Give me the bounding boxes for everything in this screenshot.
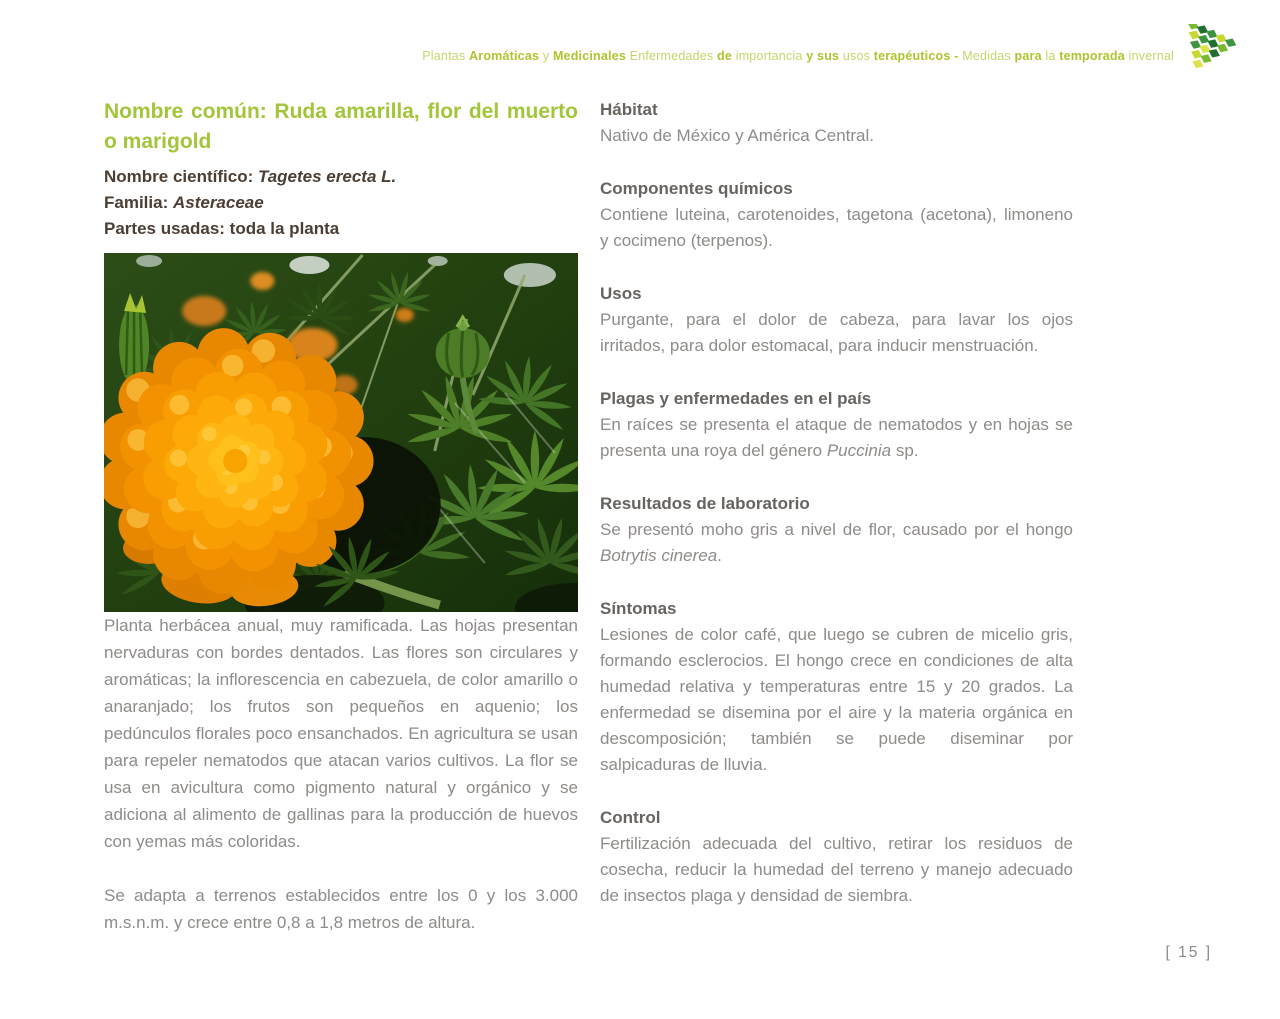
checkered-triangle-logo-icon (1176, 24, 1238, 78)
section-body: Se presentó moho gris a nivel de flor, causado por el hongo Botrytis cinerea. (600, 520, 1073, 565)
right-column (600, 97, 1073, 936)
section-heading: Hábitat (600, 100, 658, 119)
section-habitat (600, 97, 1073, 149)
section-heading: Usos (600, 284, 642, 303)
section-body: Fertilización adecuada del cultivo, retirar los residuos de cosecha, reducir la humedad del terreno y manejo adecuado de insectos plaga y densidad de siembra. (600, 834, 1073, 905)
section-body: Lesiones de color café, que luego se cubren de micelio gris, formando esclerocios. El hongo crece en condiciones de alta humedad relativa y temperaturas entre 15 y 20 grados. La enfermedad se disemina por el aire y la materia orgánica en descomposición; también se puede diseminar por salpicaduras de lluvia. (600, 625, 1073, 774)
scientific-name-line: Nombre científico: Tagetes erecta L. (104, 167, 397, 186)
section-heading: Resultados de laboratorio (600, 494, 810, 513)
section-plagas-y-enfermedades (600, 386, 1073, 464)
section-body: Contiene luteina, carotenoides, tagetona (acetona), limoneno y cocimeno (terpenos). (600, 205, 1073, 250)
left-column (104, 97, 578, 963)
altitude-paragraph: Se adapta a terrenos establecidos entre los 0 y los 3.000 m.s.n.m. y crece entre 0,8 a 1,8 metros de altura. (104, 886, 578, 932)
section-heading: Control (600, 808, 661, 827)
marigold-photo (104, 253, 578, 612)
section-resultados-laboratorio (600, 491, 1073, 569)
section-control (600, 805, 1073, 909)
section-sintomas (600, 596, 1073, 778)
section-heading: Plagas y enfermedades en el país (600, 389, 872, 408)
header-running-title: Plantas Aromáticas y Medicinales Enfermedades de importancia y sus usos terapéuticos - Medidas para la temporada invernal (422, 49, 1174, 63)
section-componentes-quimicos (600, 176, 1073, 254)
section-heading: Síntomas (600, 599, 677, 618)
parts-used-line: Partes usadas: toda la planta (104, 219, 340, 238)
section-usos (600, 281, 1073, 359)
section-body: Nativo de México y América Central. (600, 126, 874, 145)
page-number: [ 15 ] (1165, 944, 1212, 961)
family-line: Familia: Asteraceae (104, 193, 264, 212)
plant-description-paragraph: Planta herbácea anual, muy ramificada. Las hojas presentan nervaduras con bordes dentados. Las flores son circulares y aromáticas; la inflorescencia en cabezuela, de color amarillo o anaranjado; los frutos son pequeños en aquenio; los pedúnculos florales poco ensanchados. En agricultura se usan para repeler nematodos que atacan varios cultivos. La flor se usa en avicultura como pigmento natural y orgánico y se adiciona al alimento de gallinas para la producción de huevos con yemas más coloridas. (104, 616, 578, 851)
section-heading: Componentes químicos (600, 179, 793, 198)
section-body: En raíces se presenta el ataque de nematodos y en hojas se presenta una roya del género Puccinia sp. (600, 415, 1073, 460)
page-title: Nombre común: Ruda amarilla, flor del muerto o marigold (104, 100, 578, 153)
section-body: Purgante, para el dolor de cabeza, para lavar los ojos irritados, para dolor estomacal, para inducir menstruación. (600, 310, 1073, 355)
